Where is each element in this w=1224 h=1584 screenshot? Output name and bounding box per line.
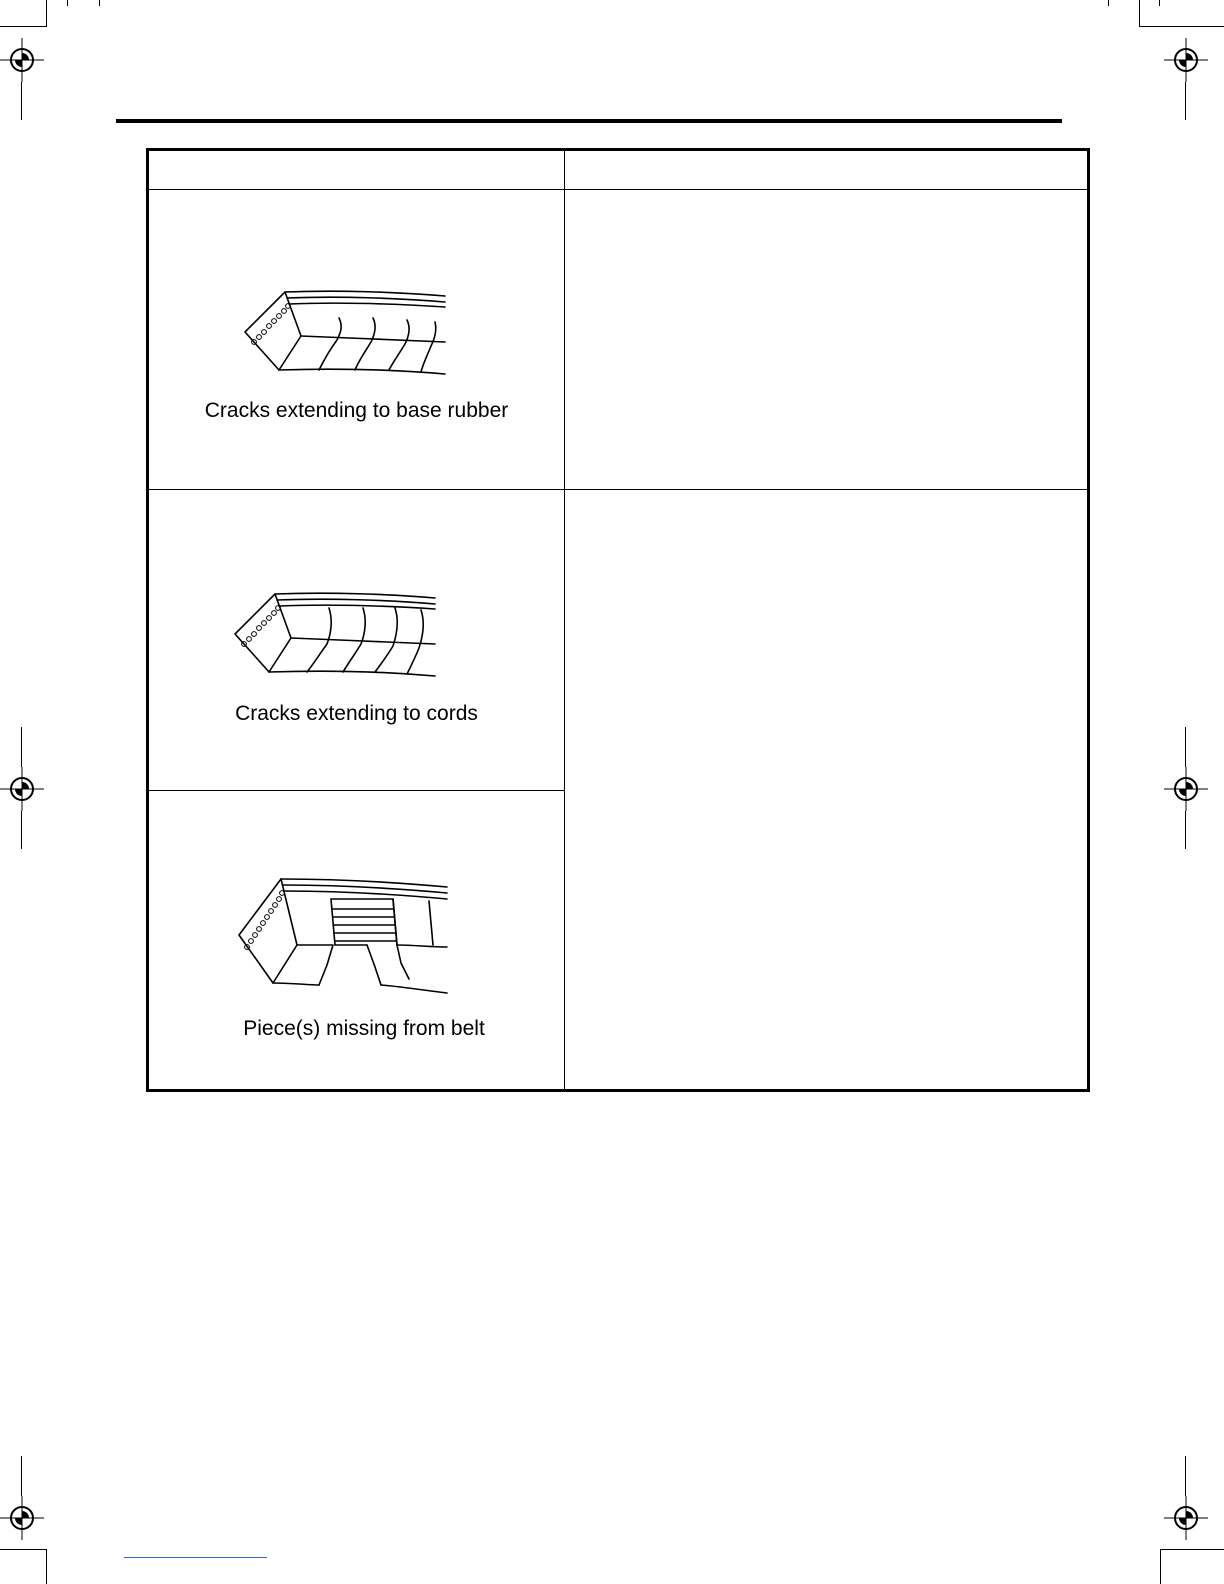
- reg-guide-line: [1185, 1456, 1186, 1496]
- belt-caption: Piece(s) missing from belt: [243, 1017, 485, 1040]
- belt-condition-table: [146, 148, 1090, 1092]
- registration-mark-icon: [1164, 1496, 1208, 1540]
- reg-guide-line: [1185, 727, 1186, 767]
- belt-cracks-cords-icon: [229, 590, 439, 678]
- belt-cracks-base-rubber-icon: [239, 286, 449, 376]
- reg-guide-line: [21, 1456, 22, 1496]
- reg-guide-line: [21, 82, 22, 120]
- registration-mark-icon: [1164, 767, 1208, 811]
- table-row: [149, 190, 564, 489]
- reg-guide-line: [1185, 811, 1186, 849]
- reg-guide-line: [1185, 82, 1186, 120]
- footer-link-underline[interactable]: [124, 1557, 267, 1558]
- table-row: [149, 490, 564, 790]
- reg-guide-line: [21, 727, 22, 767]
- registration-mark-icon: [0, 38, 44, 82]
- belt-piece-missing-icon: [233, 875, 449, 995]
- table-right-cell: [565, 490, 1087, 1089]
- table-row: [149, 791, 564, 1089]
- table-header-left: [149, 151, 563, 189]
- registration-mark-icon: [0, 1496, 44, 1540]
- header-rule: [116, 119, 1062, 123]
- belt-caption: Cracks extending to base rubber: [204, 399, 509, 422]
- table-right-cell: [565, 190, 1087, 489]
- registration-mark-icon: [1164, 38, 1208, 82]
- registration-mark-icon: [0, 767, 44, 811]
- table-header-right: [565, 151, 1087, 189]
- reg-guide-line: [21, 811, 22, 849]
- belt-caption: Cracks extending to cords: [235, 702, 478, 725]
